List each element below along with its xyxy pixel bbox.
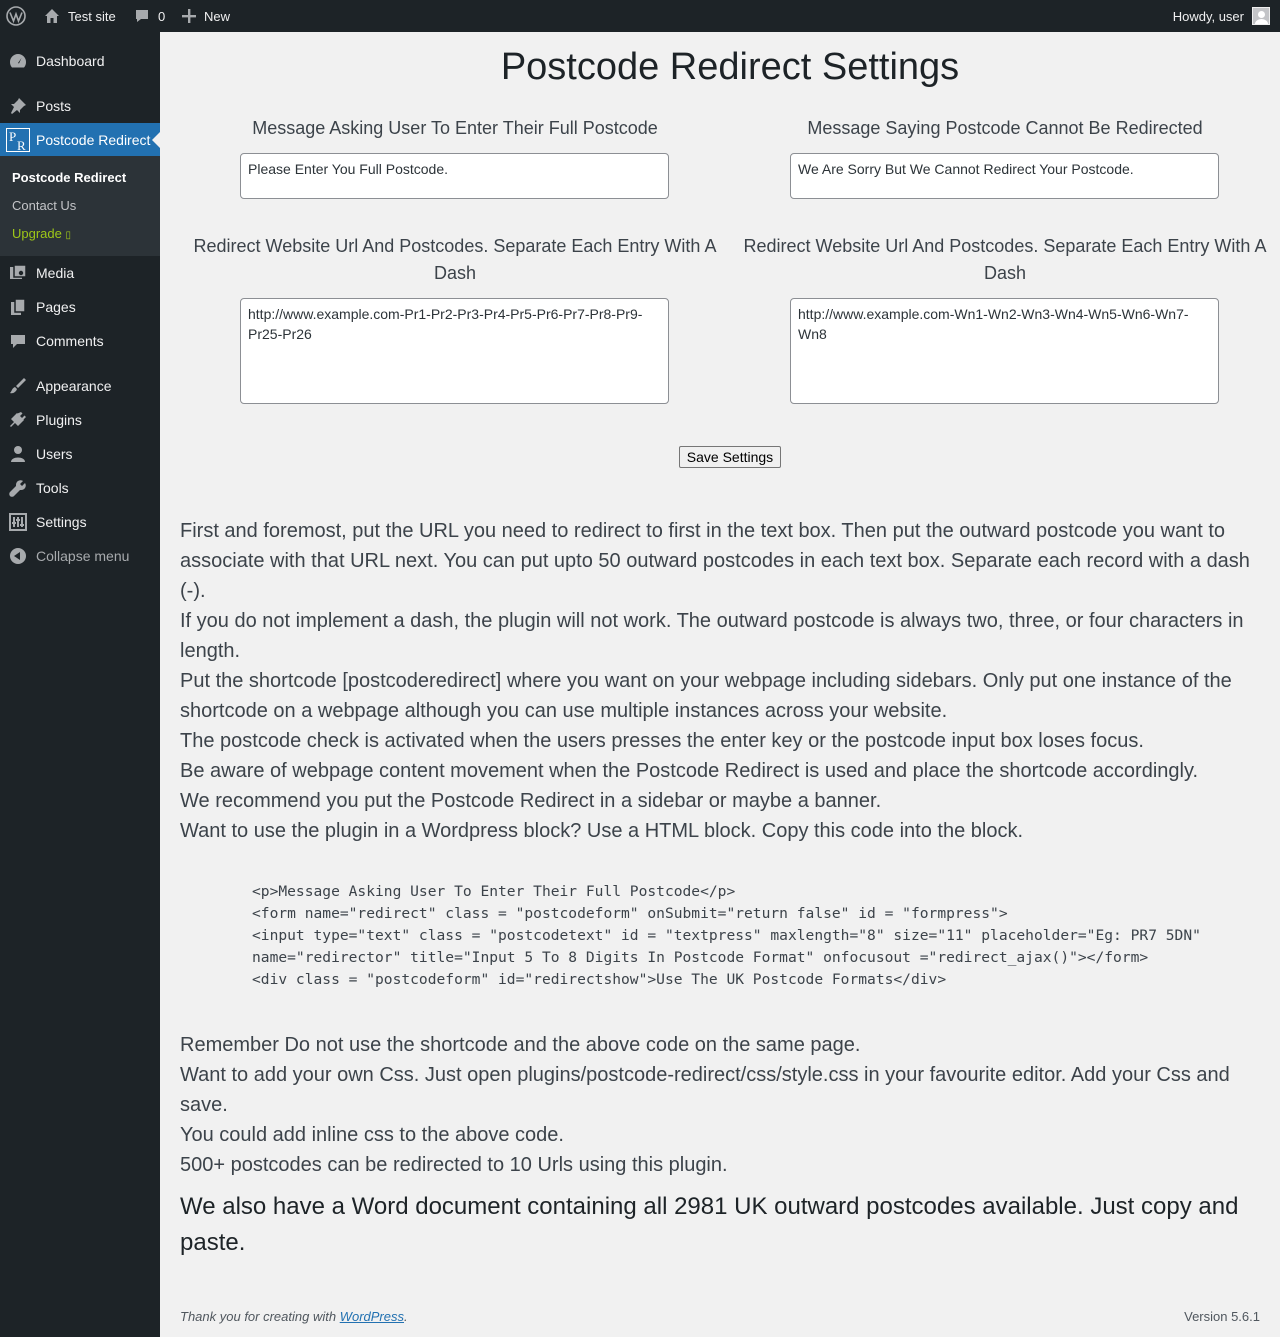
avatar (1252, 7, 1270, 25)
instruction-paragraph: The postcode check is activated when the users presses the enter key or the postcode input box loses focus. (180, 730, 1144, 752)
instruction-paragraph: Want to use the plugin in a Wordpress block? Use a HTML block. Copy this code into the block. (180, 820, 1024, 842)
paintbrush-icon (9, 377, 27, 395)
sidebar-item-label: Appearance (36, 378, 112, 394)
word-document-notice: We also have a Word document containing all 2981 UK outward postcodes available. Just copy and paste. (180, 1193, 1239, 1256)
logo-letter-p: P (9, 129, 17, 144)
msg-full-postcode-label: Message Asking User To Enter Their Full Postcode (252, 118, 658, 138)
instruction-paragraph: First and foremost, put the URL you need to redirect to first in the text box. Then put the outward postcode you want to associate with that URL next. You can put upto 50 outward postcodes in each text box. Separate each record with a dash (-). (180, 520, 1250, 602)
wordpress-link[interactable]: WordPress (339, 1309, 404, 1324)
submenu-item-upgrade[interactable] (12, 226, 71, 241)
sidebar-item-label: Settings (36, 514, 87, 530)
redirect-urls-input-1[interactable] (240, 298, 669, 404)
collapse-menu-button[interactable] (0, 539, 160, 573)
sidebar-item-tools[interactable] (0, 471, 160, 505)
sidebar-item-postcode-redirect[interactable] (0, 123, 160, 157)
sidebar-item-label: Pages (36, 299, 76, 315)
additional-instructions (180, 1030, 1260, 1180)
external-link-icon: ▯ (65, 230, 72, 241)
sidebar-item-label: Comments (36, 333, 104, 349)
comments-icon (9, 332, 27, 350)
site-name-link[interactable] (44, 0, 116, 32)
sidebar-item-label: Plugins (36, 412, 82, 428)
page-title: Postcode Redirect Settings (500, 46, 960, 88)
new-label: New (204, 8, 231, 24)
sidebar-item-label: Tools (36, 480, 69, 496)
plug-icon (9, 411, 27, 429)
redirect-urls-label-1: Redirect Website Url And Postcodes. Separate Each Entry With A Dash (193, 236, 717, 283)
instruction-paragraph: If you do not implement a dash, the plugin will not work. The outward postcode is always two, three, or four characters in length. (180, 610, 1244, 662)
howdy-text: Howdy, user (1172, 8, 1244, 24)
redirect-urls-label-2: Redirect Website Url And Postcodes. Separate Each Entry With A Dash (743, 236, 1267, 283)
sidebar-item-label: Users (36, 446, 73, 462)
instruction-paragraph: We recommend you put the Postcode Redirect in a sidebar or maybe a banner. (180, 790, 882, 812)
redirect-urls-input-2[interactable] (790, 298, 1219, 404)
collapse-arrow-icon (10, 548, 26, 564)
code-line: name="redirector" title="Input 5 To 8 Digits In Postcode Format" onfocusout ="redirect_ajax()"></form> (252, 949, 1149, 966)
sidebar-item-dashboard[interactable] (0, 44, 160, 78)
msg-cannot-redirect-input[interactable] (790, 153, 1219, 199)
site-name: Test site (68, 8, 116, 24)
footer-thanks (180, 1309, 408, 1324)
sidebar-item-settings[interactable] (0, 505, 160, 539)
collapse-menu-label: Collapse menu (36, 548, 130, 564)
settings-sliders-icon (9, 513, 27, 531)
admin-sidebar (0, 32, 160, 1337)
submenu-item-postcode-redirect[interactable]: Postcode Redirect (12, 170, 127, 185)
sidebar-item-media[interactable] (0, 256, 160, 290)
submenu-item-contact-us[interactable]: Contact Us (12, 198, 77, 213)
msg-cannot-redirect-label: Message Saying Postcode Cannot Be Redirected (807, 118, 1203, 138)
new-content-link[interactable] (182, 0, 230, 32)
sidebar-item-posts[interactable] (0, 89, 160, 123)
instruction-paragraph: You could add inline css to the above code. (180, 1124, 564, 1146)
sidebar-item-label: Posts (36, 98, 72, 114)
footer-version: Version 5.6.1 (1184, 1309, 1260, 1324)
wrench-icon (9, 479, 27, 497)
admin-bar (0, 0, 1280, 32)
logo-letter-r: R (17, 138, 26, 153)
footer-thanks-text: Thank you for creating with (180, 1309, 340, 1324)
sidebar-item-plugins[interactable] (0, 403, 160, 437)
wordpress-logo-icon[interactable] (6, 0, 30, 32)
instructions (180, 516, 1260, 846)
sidebar-item-label: Media (36, 265, 75, 281)
footer-thanks-suffix: . (404, 1309, 408, 1324)
plus-icon (182, 9, 196, 23)
instruction-paragraph: Put the shortcode [postcoderedirect] where you want on your webpage including sidebars. Only put one instance of the shortcode on a webpage although you can use multiple instances across your website. (180, 670, 1232, 722)
user-icon (9, 445, 27, 463)
sidebar-item-label: Postcode Redirect (36, 132, 151, 148)
html-code-snippet (252, 881, 1252, 991)
instruction-paragraph: Be aware of webpage content movement when the Postcode Redirect is used and place the shortcode accordingly. (180, 760, 1199, 782)
code-line: <input type="text" class = "postcodetext" id = "textpress" maxlength="8" size="11" placeholder="Eg: PR7 5DN" (252, 927, 1201, 944)
code-line: <div class = "postcodeform" id="redirectshow">Use The UK Postcode Formats</div> (252, 971, 947, 988)
comment-bubble-icon (134, 8, 150, 24)
pushpin-icon (9, 97, 27, 115)
sidebar-item-pages[interactable] (0, 290, 160, 324)
instruction-paragraph: Want to add your own Css. Just open plugins/postcode-redirect/css/style.css in your favourite editor. Add your Css and save. (180, 1064, 1230, 1116)
instruction-paragraph: Remember Do not use the shortcode and the above code on the same page. (180, 1034, 861, 1056)
upgrade-label: Upgrade (12, 226, 62, 241)
instruction-paragraph: 500+ postcodes can be redirected to 10 Urls using this plugin. (180, 1154, 728, 1176)
sidebar-item-users[interactable] (0, 437, 160, 471)
sidebar-item-label: Dashboard (36, 53, 105, 69)
postcode-redirect-submenu (0, 156, 160, 256)
comments-link[interactable] (134, 0, 165, 32)
media-icon (9, 264, 27, 282)
pages-icon (9, 298, 27, 316)
comments-count: 0 (158, 8, 166, 24)
msg-full-postcode-input[interactable] (240, 153, 669, 199)
code-line: <p>Message Asking User To Enter Their Full Postcode</p> (252, 883, 736, 900)
postcode-redirect-logo-icon (6, 128, 30, 152)
home-icon (44, 8, 60, 24)
save-settings-button[interactable]: Save Settings (679, 446, 781, 468)
sidebar-item-comments[interactable] (0, 324, 160, 358)
dashboard-icon (9, 52, 27, 70)
my-account-link[interactable] (1173, 0, 1270, 32)
sidebar-item-appearance[interactable] (0, 369, 160, 403)
code-line: <form name="redirect" class = "postcodeform" onSubmit="return false" id = "formpress"> (252, 905, 1008, 922)
